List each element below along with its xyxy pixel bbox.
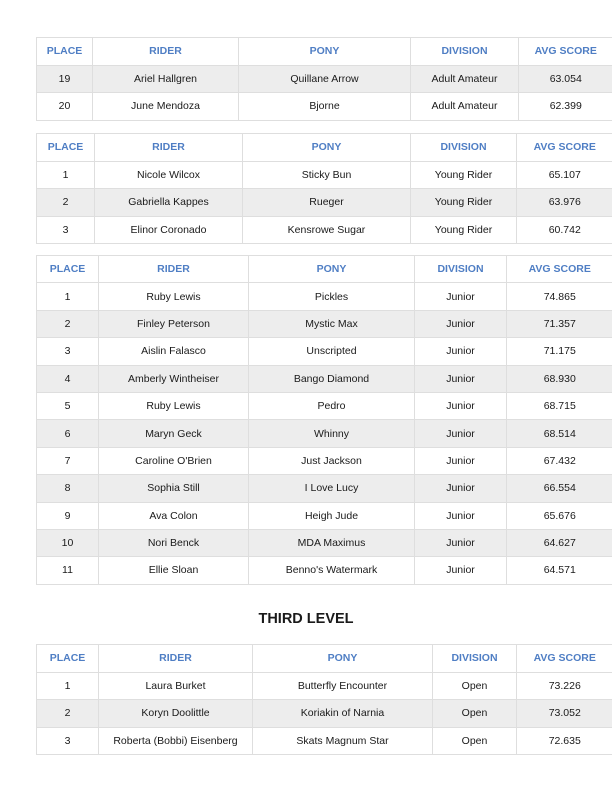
cell-pony: Unscripted bbox=[249, 338, 415, 365]
cell-avg-score: 73.226 bbox=[517, 672, 612, 700]
cell-division: Adult Amateur bbox=[411, 65, 519, 93]
cell-avg-score: 73.052 bbox=[517, 700, 612, 728]
cell-rider: Aislin Falasco bbox=[99, 338, 249, 365]
table-row bbox=[37, 672, 612, 700]
cell-rider: Koryn Doolittle bbox=[99, 700, 253, 728]
results-table-adult-amateur bbox=[36, 37, 612, 121]
table-row bbox=[37, 65, 612, 93]
cell-division: Young Rider bbox=[411, 216, 517, 244]
cell-pony: Rueger bbox=[243, 189, 411, 217]
cell-division: Adult Amateur bbox=[411, 93, 519, 121]
cell-place: 8 bbox=[37, 475, 99, 502]
cell-avg-score: 65.107 bbox=[517, 161, 612, 189]
cell-division: Junior bbox=[415, 338, 507, 365]
table-row bbox=[37, 529, 612, 556]
table-row bbox=[37, 310, 612, 337]
col-header-avg-score: AVG SCORE bbox=[507, 256, 612, 283]
col-header-rider: RIDER bbox=[99, 645, 253, 673]
table-row bbox=[37, 447, 612, 474]
cell-rider: Elinor Coronado bbox=[95, 216, 243, 244]
cell-rider: Nori Benck bbox=[99, 529, 249, 556]
table-row bbox=[37, 502, 612, 529]
col-header-division: DIVISION bbox=[415, 256, 507, 283]
cell-rider: Maryn Geck bbox=[99, 420, 249, 447]
cell-avg-score: 64.627 bbox=[507, 529, 612, 556]
cell-pony: Skats Magnum Star bbox=[253, 727, 433, 755]
col-header-place: PLACE bbox=[37, 38, 93, 66]
cell-rider: Ariel Hallgren bbox=[93, 65, 239, 93]
cell-division: Junior bbox=[415, 365, 507, 392]
col-header-place: PLACE bbox=[37, 645, 99, 673]
cell-avg-score: 63.976 bbox=[517, 189, 612, 217]
table-row bbox=[37, 93, 612, 121]
cell-avg-score: 62.399 bbox=[519, 93, 612, 121]
cell-division: Young Rider bbox=[411, 161, 517, 189]
cell-rider: Laura Burket bbox=[99, 672, 253, 700]
cell-avg-score: 68.514 bbox=[507, 420, 612, 447]
cell-pony: Pickles bbox=[249, 283, 415, 310]
cell-pony: Kensrowe Sugar bbox=[243, 216, 411, 244]
col-header-rider: RIDER bbox=[95, 134, 243, 162]
table-row bbox=[37, 727, 612, 755]
table-row bbox=[37, 216, 612, 244]
col-header-pony: PONY bbox=[253, 645, 433, 673]
cell-pony: Sticky Bun bbox=[243, 161, 411, 189]
cell-pony: Bjorne bbox=[239, 93, 411, 121]
results-table-young-rider bbox=[36, 133, 612, 244]
cell-pony: Mystic Max bbox=[249, 310, 415, 337]
cell-division: Junior bbox=[415, 392, 507, 419]
cell-pony: Butterfly Encounter bbox=[253, 672, 433, 700]
table-header-row bbox=[37, 256, 612, 283]
cell-rider: Ava Colon bbox=[99, 502, 249, 529]
cell-division: Junior bbox=[415, 502, 507, 529]
table-row bbox=[37, 283, 612, 310]
cell-rider: Amberly Wintheiser bbox=[99, 365, 249, 392]
cell-rider: Ruby Lewis bbox=[99, 283, 249, 310]
cell-place: 5 bbox=[37, 392, 99, 419]
cell-rider: Ellie Sloan bbox=[99, 557, 249, 584]
col-header-rider: RIDER bbox=[99, 256, 249, 283]
cell-rider: Gabriella Kappes bbox=[95, 189, 243, 217]
cell-place: 2 bbox=[37, 189, 95, 217]
cell-rider: Caroline O'Brien bbox=[99, 447, 249, 474]
table-header-row bbox=[37, 645, 612, 673]
table-row bbox=[37, 392, 612, 419]
table-header-row bbox=[37, 134, 612, 162]
cell-rider: Nicole Wilcox bbox=[95, 161, 243, 189]
cell-rider: Finley Peterson bbox=[99, 310, 249, 337]
cell-avg-score: 71.175 bbox=[507, 338, 612, 365]
cell-pony: Benno's Watermark bbox=[249, 557, 415, 584]
cell-rider: June Mendoza bbox=[93, 93, 239, 121]
cell-place: 1 bbox=[37, 283, 99, 310]
cell-pony: MDA Maximus bbox=[249, 529, 415, 556]
cell-place: 1 bbox=[37, 672, 99, 700]
cell-avg-score: 68.930 bbox=[507, 365, 612, 392]
col-header-division: DIVISION bbox=[433, 645, 517, 673]
table-header-row bbox=[37, 38, 612, 66]
col-header-pony: PONY bbox=[249, 256, 415, 283]
section-title-third-level: THIRD LEVEL bbox=[258, 611, 354, 627]
cell-division: Junior bbox=[415, 529, 507, 556]
cell-avg-score: 60.742 bbox=[517, 216, 612, 244]
col-header-division: DIVISION bbox=[411, 38, 519, 66]
col-header-avg-score: AVG SCORE bbox=[519, 38, 612, 66]
cell-pony: Koriakin of Narnia bbox=[253, 700, 433, 728]
cell-avg-score: 63.054 bbox=[519, 65, 612, 93]
table-row bbox=[37, 161, 612, 189]
cell-place: 11 bbox=[37, 557, 99, 584]
col-header-avg-score: AVG SCORE bbox=[517, 134, 612, 162]
cell-place: 3 bbox=[37, 727, 99, 755]
col-header-place: PLACE bbox=[37, 134, 95, 162]
cell-place: 1 bbox=[37, 161, 95, 189]
cell-division: Open bbox=[433, 727, 517, 755]
cell-place: 3 bbox=[37, 216, 95, 244]
cell-division: Young Rider bbox=[411, 189, 517, 217]
cell-pony: Heigh Jude bbox=[249, 502, 415, 529]
table-row bbox=[37, 557, 612, 584]
cell-avg-score: 64.571 bbox=[507, 557, 612, 584]
col-header-rider: RIDER bbox=[93, 38, 239, 66]
cell-avg-score: 67.432 bbox=[507, 447, 612, 474]
cell-avg-score: 68.715 bbox=[507, 392, 612, 419]
cell-division: Junior bbox=[415, 475, 507, 502]
cell-pony: Just Jackson bbox=[249, 447, 415, 474]
cell-pony: I Love Lucy bbox=[249, 475, 415, 502]
cell-division: Junior bbox=[415, 447, 507, 474]
table-row bbox=[37, 365, 612, 392]
cell-division: Junior bbox=[415, 557, 507, 584]
cell-pony: Quillane Arrow bbox=[239, 65, 411, 93]
cell-rider: Roberta (Bobbi) Eisenberg bbox=[99, 727, 253, 755]
cell-division: Open bbox=[433, 700, 517, 728]
col-header-avg-score: AVG SCORE bbox=[517, 645, 612, 673]
table-row bbox=[37, 338, 612, 365]
table-row bbox=[37, 700, 612, 728]
cell-pony: Bango Diamond bbox=[249, 365, 415, 392]
cell-rider: Sophia Still bbox=[99, 475, 249, 502]
col-header-place: PLACE bbox=[37, 256, 99, 283]
col-header-division: DIVISION bbox=[411, 134, 517, 162]
cell-place: 7 bbox=[37, 447, 99, 474]
cell-division: Open bbox=[433, 672, 517, 700]
results-table-third-level-open bbox=[36, 644, 612, 755]
cell-place: 6 bbox=[37, 420, 99, 447]
cell-avg-score: 65.676 bbox=[507, 502, 612, 529]
cell-place: 2 bbox=[37, 700, 99, 728]
cell-division: Junior bbox=[415, 283, 507, 310]
results-table-junior bbox=[36, 255, 612, 585]
cell-place: 2 bbox=[37, 310, 99, 337]
cell-pony: Pedro bbox=[249, 392, 415, 419]
cell-division: Junior bbox=[415, 310, 507, 337]
cell-rider: Ruby Lewis bbox=[99, 392, 249, 419]
col-header-pony: PONY bbox=[239, 38, 411, 66]
cell-pony: Whinny bbox=[249, 420, 415, 447]
table-row bbox=[37, 189, 612, 217]
cell-division: Junior bbox=[415, 420, 507, 447]
cell-avg-score: 72.635 bbox=[517, 727, 612, 755]
cell-place: 9 bbox=[37, 502, 99, 529]
table-row bbox=[37, 475, 612, 502]
cell-place: 20 bbox=[37, 93, 93, 121]
cell-avg-score: 74.865 bbox=[507, 283, 612, 310]
cell-place: 19 bbox=[37, 65, 93, 93]
cell-place: 10 bbox=[37, 529, 99, 556]
cell-place: 4 bbox=[37, 365, 99, 392]
cell-place: 3 bbox=[37, 338, 99, 365]
cell-avg-score: 71.357 bbox=[507, 310, 612, 337]
cell-avg-score: 66.554 bbox=[507, 475, 612, 502]
table-row bbox=[37, 420, 612, 447]
col-header-pony: PONY bbox=[243, 134, 411, 162]
